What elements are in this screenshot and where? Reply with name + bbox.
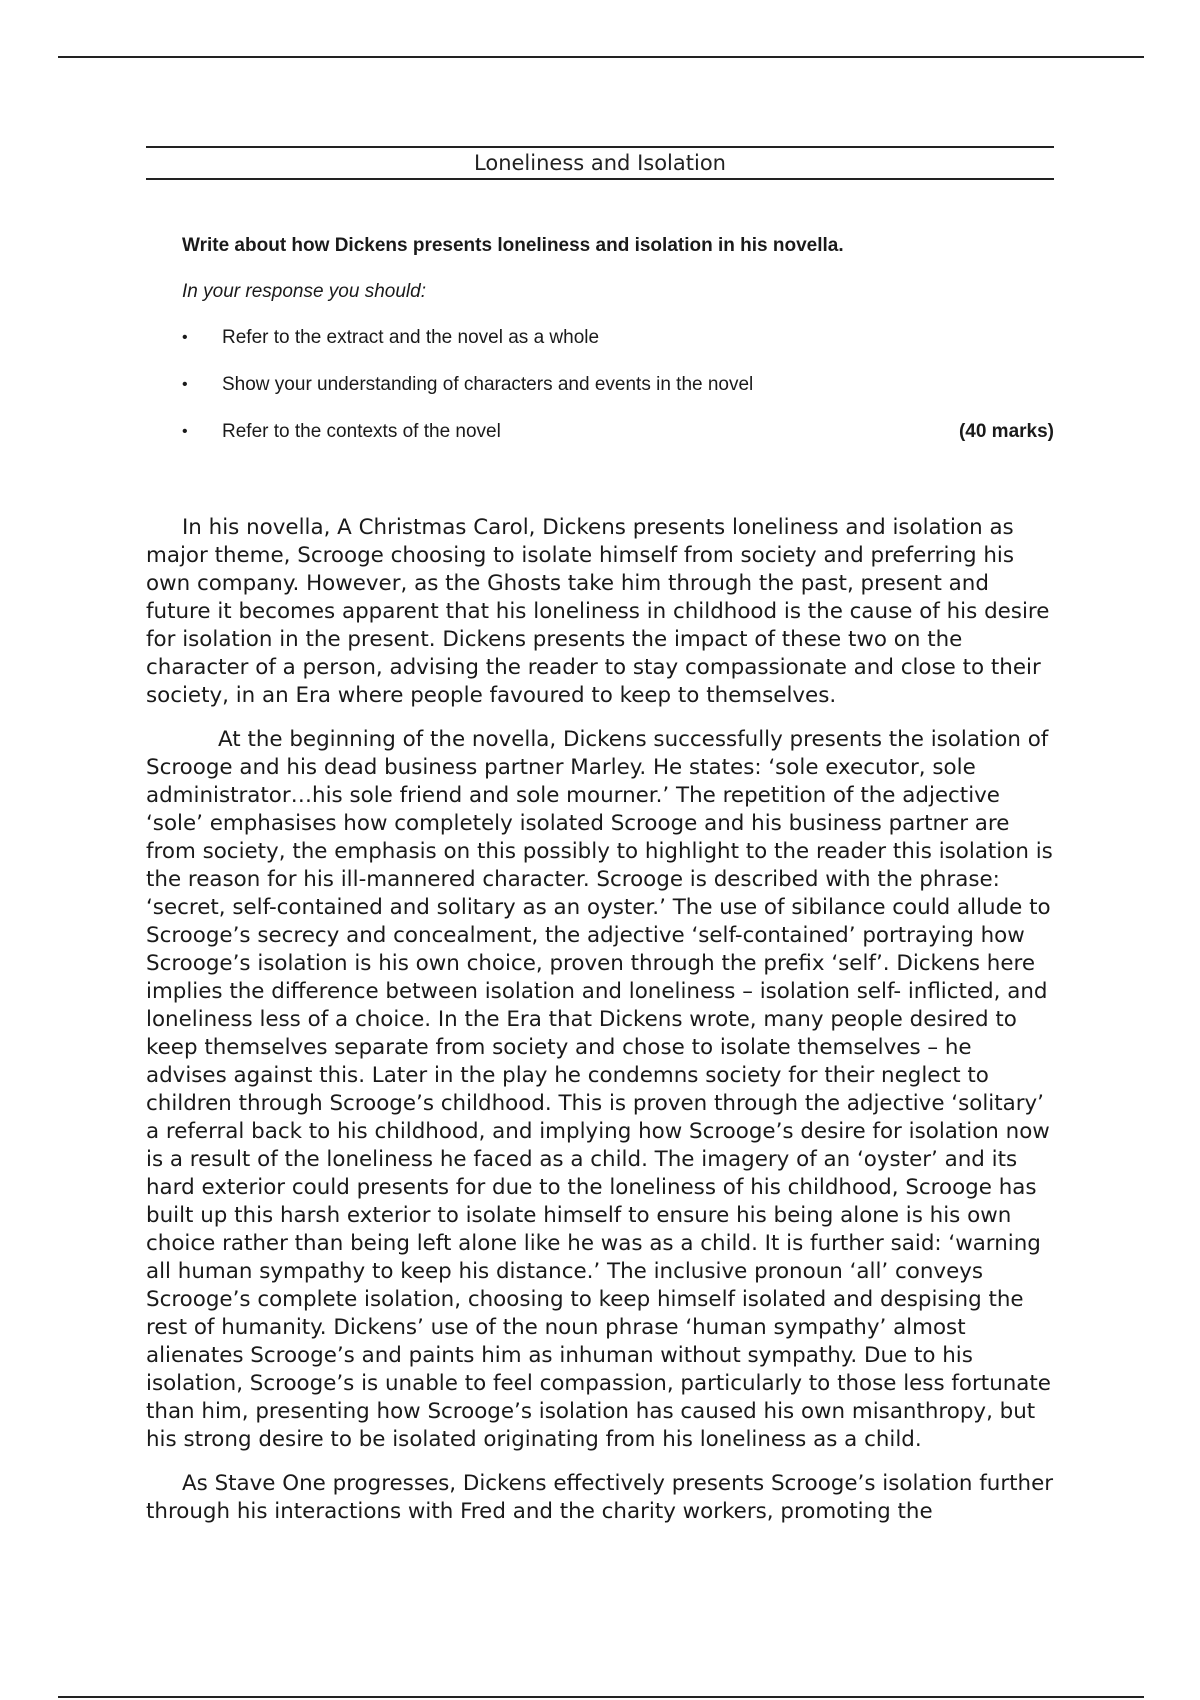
essay-body bbox=[146, 514, 1056, 1542]
list-item bbox=[182, 420, 1054, 444]
marks-label: (40 marks) bbox=[958, 421, 1054, 442]
bullet-icon: • bbox=[182, 376, 188, 393]
list-item bbox=[182, 326, 1054, 350]
bullet-icon: • bbox=[182, 423, 188, 440]
page-title bbox=[146, 146, 1054, 180]
page-bottom-rule bbox=[58, 1696, 1144, 1698]
page-title-text: Loneliness and Isolation bbox=[474, 151, 726, 175]
question-instruction: In your response you should: bbox=[182, 281, 426, 302]
bullet-text: Refer to the extract and the novel as a whole bbox=[222, 327, 600, 348]
essay-paragraph: At the beginning of the novella, Dickens successfully presents the isolation of Scrooge and his dead business partner Marley. He states: ‘sole executor, sole administrator…his sole friend and sole mourner.’ The repetition of the adjective ‘sole’ emphasises how completely isolated Scrooge and his business partner are from society, the emphasis on this possibly to highlight to the reader this isolation is the reason for his ill-mannered character. Scrooge is described with the phrase: ‘secret, self-contained and solitary as an oyster.’ The use of sibilance could allude to Scrooge’s secrecy and concealment, the adjective ‘self-contained’ portraying how Scrooge’s isolation is his own choice, proven through the prefix ‘self’. Dickens here implies the difference between isolation and loneliness – isolation self- inflicted, and loneliness less of a choice. In the Era that Dickens wrote, many people desired to keep themselves separate from society and chose to isolate themselves – he advises against this. Later in the play he condemns society for their neglect to children through Scrooge’s childhood. This is proven through the adjective ‘solitary’ a referral back to his childhood, and implying how Scrooge’s desire for isolation now is a result of the loneliness he faced as a child. The imagery of an ‘oyster’ and its hard exterior could presents for due to the loneliness of his childhood, Scrooge has built up this harsh exterior to isolate himself to ensure his being alone is his own choice rather than being left alone like he was as a child. It is further said: ‘warning all human sympathy to keep his distance.’ The inclusive pronoun ‘all’ conveys Scrooge’s complete isolation, choosing to keep himself isolated and despising the rest of humanity. Dickens’ use of the noun phrase ‘human sympathy’ almost alienates Scrooge’s and paints him as inhuman without sympathy. Due to his isolation, Scrooge’s is unable to feel compassion, particularly to those less fortunate than him, presenting how Scrooge’s isolation has caused his own misanthropy, but his strong desire to be isolated originating from his loneliness as a child. bbox=[146, 727, 1053, 1452]
page-top-rule bbox=[58, 56, 1144, 58]
list-item bbox=[182, 373, 1054, 397]
question-bullets bbox=[182, 326, 1054, 444]
bullet-icon: • bbox=[182, 329, 188, 346]
essay-paragraph: In his novella, A Christmas Carol, Dickens presents loneliness and isolation as major theme, Scrooge choosing to isolate himself from society and preferring his own company. However, as the Ghosts take him through the past, present and future it becomes apparent that his loneliness in childhood is the cause of his desire for isolation in the present. Dickens presents the impact of these two on the character of a person, advising the reader to stay compassionate and close to their society, in an Era where people favoured to keep to themselves. bbox=[146, 515, 1050, 708]
exam-question bbox=[182, 235, 1054, 444]
essay-paragraph: As Stave One progresses, Dickens effectively presents Scrooge’s isolation further through his interactions with Fred and the charity workers, promoting the bbox=[146, 1471, 1054, 1524]
bullet-text: Show your understanding of characters and events in the novel bbox=[222, 374, 754, 395]
question-prompt: Write about how Dickens presents loneliness and isolation in his novella. bbox=[182, 235, 844, 256]
bullet-text: Refer to the contexts of the novel bbox=[222, 421, 501, 442]
